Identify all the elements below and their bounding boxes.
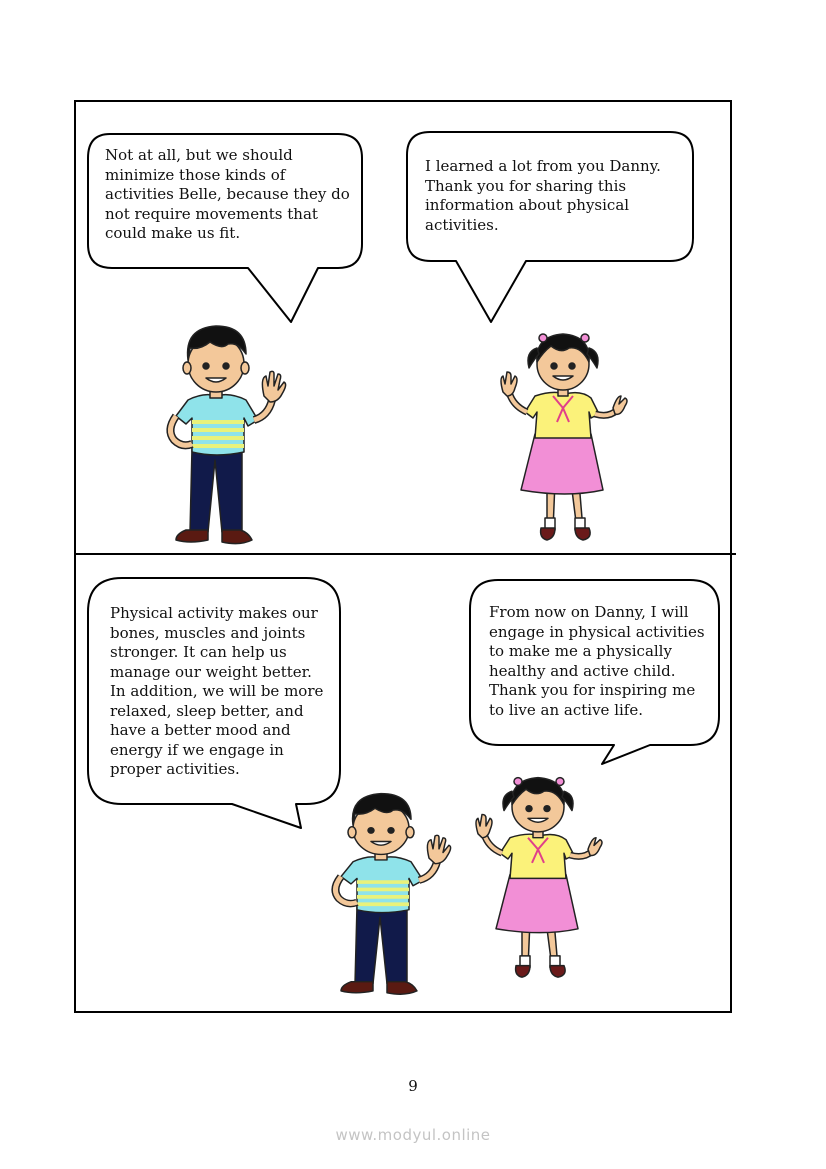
girl-waving-figure: [495, 322, 630, 547]
speech-bubble-text: I learned a lot from you Danny. Thank you for sharing this information about physical activities.: [425, 157, 661, 234]
speech-bubble-text: Physical activity makes our bones, muscles and joints stronger. It can help us manage our weight better. In addition, we will be more relaxed, sleep better, and have a better mood and energy if we engage in proper activities.: [110, 604, 324, 778]
speech-bubble-text: From now on Danny, I will engage in physical activities to make me a physically healthy and active child. Thank you for inspiring me to live an active life.: [489, 603, 705, 719]
watermark: www.modyul.online: [335, 1126, 491, 1144]
boy-waving-figure: [325, 788, 455, 1002]
speech-bubble-text: Not at all, but we should minimize those kinds of activities Belle, because they do not require movements that could make us fit.: [105, 146, 350, 242]
girl-waving-figure: [470, 766, 605, 984]
page-number: 9: [408, 1077, 418, 1095]
boy-waving-figure: [160, 320, 290, 552]
